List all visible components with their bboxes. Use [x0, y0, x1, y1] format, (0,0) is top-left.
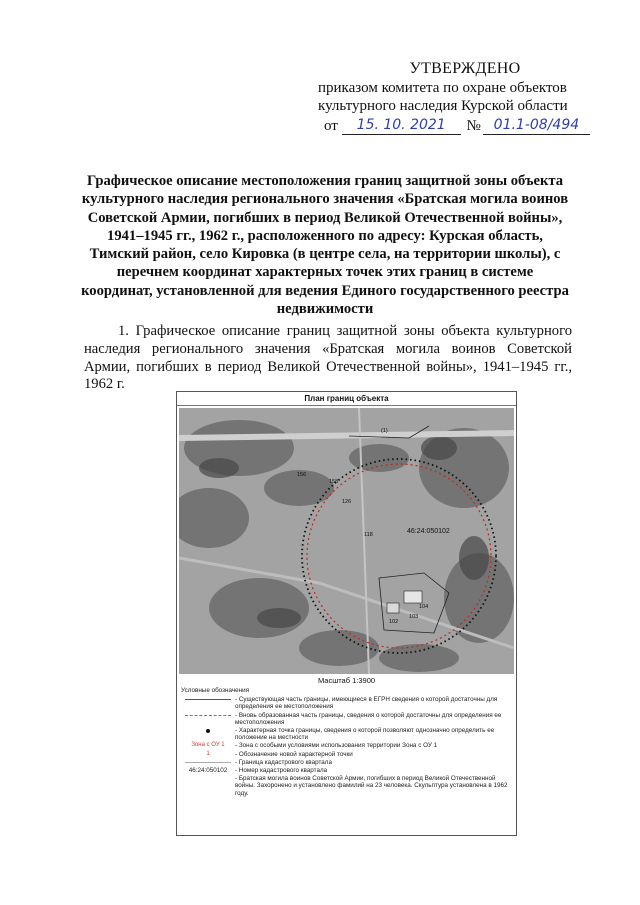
legend-item: [181, 696, 512, 710]
legend-text: - Зона с особыми условиями использования территории Зона с ОУ 1: [235, 742, 438, 750]
handwritten-number: 01.1-08/494: [483, 116, 590, 135]
legend-text: - Граница кадастрового квартала: [235, 758, 332, 766]
map-label-126: 126: [342, 499, 352, 505]
map-label-1: (1): [381, 428, 388, 434]
monument-building: [404, 591, 422, 603]
paragraph-1: [84, 323, 572, 394]
map-label-104: 104: [419, 604, 429, 610]
legend-text: - Обозначение новой характерной точки: [235, 750, 353, 758]
legend-text: - Номер кадастрового квартала: [235, 767, 328, 775]
document-title: Графическое описание местоположения границ защитной зоны объекта культурного наследия регионального значения «Братская могила воинов Советской Армии, погибших в период Великой Отечественной войны», 1941–1945 гг., 1962 г., расположенного по адресу: Курская область, Тимский район, село Кировка (в центре села, на территории школы), с перечнем координат характерных точек этих границ в системе координат, установленной для ведения Единого государственного реестра недвижимости: [81, 173, 569, 318]
legend-item: [181, 751, 512, 758]
legend-item: [181, 767, 512, 774]
legend-item: [181, 775, 512, 797]
number-label: №: [466, 118, 481, 134]
legend-text: - Характерная точка границы, сведения о которой позволяют однозначно определить ее положение на местности: [235, 727, 495, 742]
legend-text: - Вновь образованная часть границы, сведения о которой достаточны для определения ее местоположения: [235, 711, 502, 726]
legend-item: [181, 712, 512, 726]
map-svg: [179, 408, 514, 674]
map-label-158: 158: [329, 479, 339, 485]
map-label-103: 103: [409, 614, 419, 620]
legend: [177, 687, 516, 797]
map-label-118: 118: [364, 532, 373, 538]
from-label: от: [324, 118, 338, 134]
approval-heading: УТВЕРЖДЕНО: [409, 60, 521, 77]
legend-symbol-quarter-boundary: [181, 759, 235, 766]
legend-symbol-new-point: 1: [206, 750, 210, 757]
legend-symbol-solid-line: [181, 696, 235, 703]
legend-item: [181, 727, 512, 741]
legend-heading: Условные обозначения: [181, 687, 250, 694]
building: [387, 603, 399, 613]
approval-line-2: культурного наследия Курской области: [318, 98, 568, 114]
paragraph-1-text: 1. Графическое описание границ защитной зоны объекта культурного наследия регионального значения «Братская могила воинов Советской Армии, погибших в период Великой Отечественной войны», 1941–1945 гг., 1962 г.: [84, 323, 572, 393]
legend-item: [181, 742, 512, 749]
legend-text: - Существующая часть границы, имеющиеся в ЕГРН сведения о которой достаточны для определения ее местоположения: [235, 696, 498, 711]
cadastral-quarter-label: 46:24:050102: [407, 528, 450, 535]
map-label-156: 156: [297, 472, 307, 478]
legend-symbol-dashed-line: [181, 712, 235, 719]
map-scale: Масштаб 1:3900: [317, 676, 376, 685]
handwritten-date: 15. 10. 2021: [342, 116, 461, 135]
approval-block: [300, 60, 590, 135]
legend-symbol-monument: [181, 775, 235, 782]
figure-title: План границ объекта: [177, 392, 516, 406]
boundary-plan-figure: [176, 391, 517, 836]
approval-line-1: приказом комитета по охране объектов: [318, 80, 567, 96]
legend-item: [181, 759, 512, 766]
approval-signature-line: [300, 116, 590, 135]
legend-text: - Братская могила воинов Советской Армии, погибших в период Великой Отечественной войны. Захоронено и установлено фамилий на 23 человека. Скульптура установлена в 1962 году.: [235, 775, 508, 797]
legend-symbol-point: [181, 727, 235, 735]
aerial-map: [179, 408, 514, 674]
map-label-102: 102: [389, 619, 399, 625]
legend-symbol-quarter-number: 46:24:050102: [188, 767, 228, 775]
legend-symbol-zone: Зона с ОУ 1: [191, 742, 225, 749]
